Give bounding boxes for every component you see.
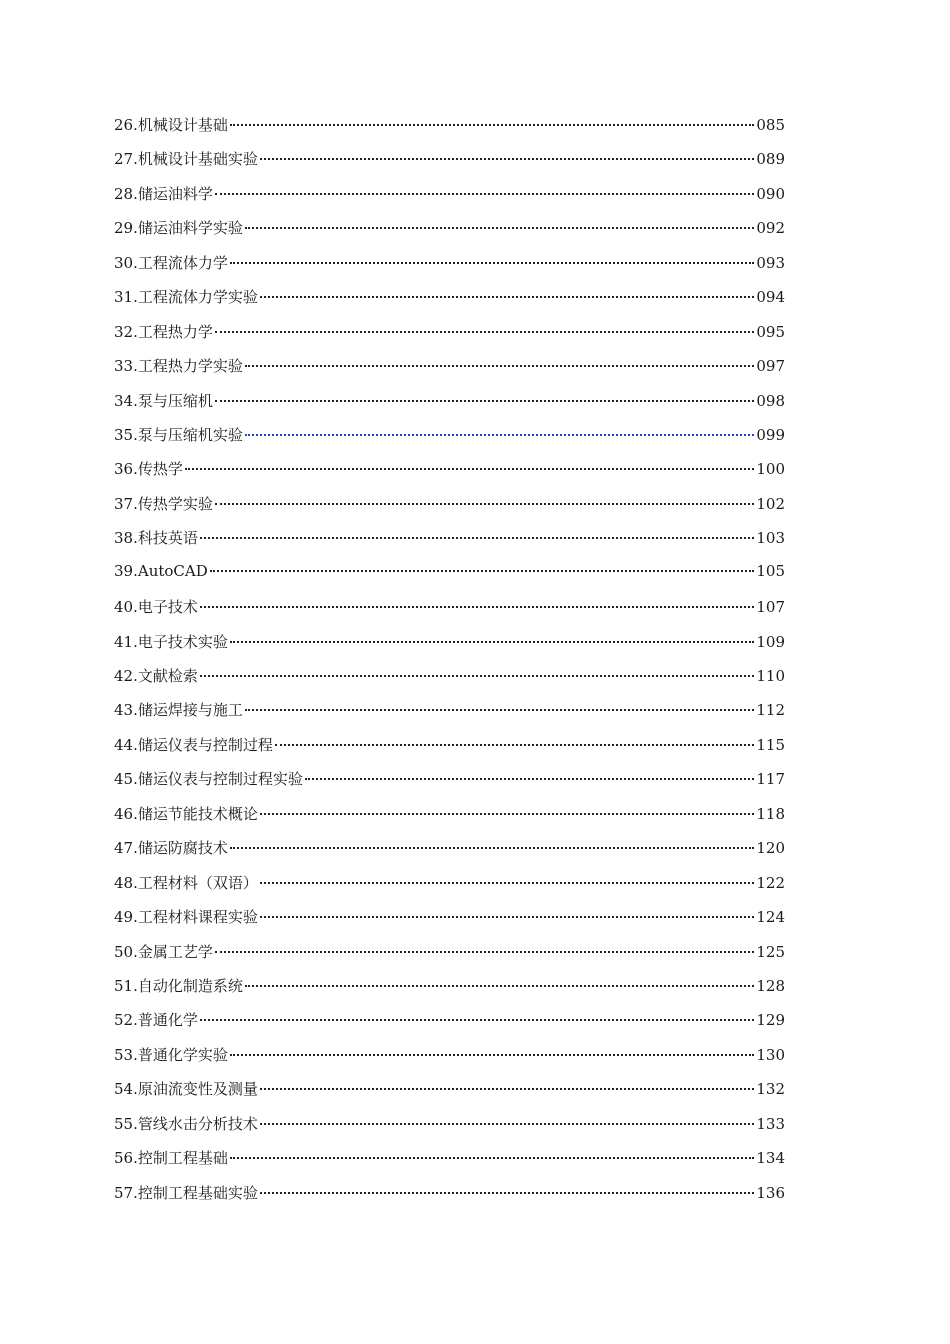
toc-entry-page-number: 115 bbox=[756, 735, 785, 754]
toc-entry[interactable] bbox=[114, 975, 785, 1009]
toc-entry[interactable] bbox=[114, 596, 785, 630]
toc-entry-title: 26.机械设计基础 bbox=[114, 116, 228, 134]
toc-entry-title: 28.储运油料学 bbox=[114, 184, 213, 203]
toc-entry[interactable] bbox=[114, 390, 785, 424]
toc-entry-title: 32.工程热力学 bbox=[114, 322, 213, 341]
toc-entry-title: 31.工程流体力学实验 bbox=[114, 288, 258, 307]
toc-entry[interactable] bbox=[114, 1044, 785, 1078]
toc-entry-page-number: 132 bbox=[756, 1080, 785, 1099]
toc-entry[interactable] bbox=[114, 114, 785, 148]
toc-dot-leader bbox=[260, 1192, 755, 1194]
toc-entry-page-number: 134 bbox=[756, 1149, 785, 1168]
toc-entry-page-number: 109 bbox=[756, 632, 785, 651]
toc-entry-title: 52.普通化学 bbox=[114, 1011, 198, 1030]
toc-entry-page-number: 095 bbox=[756, 322, 785, 341]
toc-dot-leader bbox=[230, 1054, 755, 1056]
toc-entry-title: 38.科技英语 bbox=[114, 529, 198, 548]
toc-dot-leader bbox=[245, 709, 755, 711]
toc-entry[interactable] bbox=[114, 734, 785, 768]
toc-dot-leader bbox=[260, 882, 755, 884]
toc-entry[interactable] bbox=[114, 941, 785, 975]
toc-entry-page-number: 117 bbox=[756, 770, 785, 789]
toc-entry-page-number: 090 bbox=[756, 184, 785, 203]
toc-entry[interactable] bbox=[114, 562, 785, 596]
toc-entry-page-number: 124 bbox=[756, 908, 785, 927]
toc-entry[interactable] bbox=[114, 1113, 785, 1147]
toc-entry-page-number: 102 bbox=[756, 494, 785, 513]
toc-entry-title: 47.储运防腐技术 bbox=[114, 839, 228, 858]
toc-entry-page-number: 092 bbox=[756, 219, 785, 238]
toc-entry-page-number: 100 bbox=[756, 460, 785, 479]
toc-entry-page-number: 120 bbox=[756, 839, 785, 858]
toc-entry-title: 45.储运仪表与控制过程实验 bbox=[114, 770, 303, 789]
toc-entry-page-number: 136 bbox=[756, 1183, 785, 1202]
toc-dot-leader bbox=[200, 1019, 755, 1021]
toc-entry-page-number: 085 bbox=[756, 116, 785, 134]
toc-entry[interactable] bbox=[114, 837, 785, 871]
toc-dot-leader bbox=[215, 503, 755, 505]
toc-entry-title: 34.泵与压缩机 bbox=[114, 391, 213, 410]
toc-entry-page-number: 103 bbox=[756, 529, 785, 548]
toc-entry-title: 37.传热学实验 bbox=[114, 494, 213, 513]
toc-entry-page-number: 099 bbox=[756, 425, 785, 444]
toc-dot-leader bbox=[275, 744, 755, 746]
toc-dot-leader bbox=[215, 400, 755, 402]
toc-entry-title: 48.工程材料（双语） bbox=[114, 873, 258, 892]
toc-entry-page-number: 094 bbox=[756, 288, 785, 307]
toc-entry-title: 57.控制工程基础实验 bbox=[114, 1183, 258, 1202]
toc-entry[interactable] bbox=[114, 183, 785, 217]
toc-entry[interactable] bbox=[114, 148, 785, 182]
toc-entry-title: 50.金属工艺学 bbox=[114, 942, 213, 961]
toc-entry[interactable] bbox=[114, 355, 785, 389]
toc-entry[interactable] bbox=[114, 286, 785, 320]
toc-entry[interactable] bbox=[114, 699, 785, 733]
toc-entry-page-number: 118 bbox=[756, 804, 785, 823]
toc-entry-page-number: 112 bbox=[756, 701, 785, 720]
toc-entry-page-number: 125 bbox=[756, 942, 785, 961]
toc-entry-title: 44.储运仪表与控制过程 bbox=[114, 735, 273, 754]
toc-entry[interactable] bbox=[114, 872, 785, 906]
toc-entry[interactable] bbox=[114, 803, 785, 837]
toc-entry[interactable] bbox=[114, 1009, 785, 1043]
toc-dot-leader bbox=[200, 606, 755, 608]
toc-entry-page-number: 097 bbox=[756, 357, 785, 376]
toc-entry[interactable] bbox=[114, 458, 785, 492]
toc-entry-page-number: 107 bbox=[756, 598, 785, 617]
toc-entry[interactable] bbox=[114, 1182, 785, 1216]
toc-entry-page-number: 122 bbox=[756, 873, 785, 892]
toc-dot-leader bbox=[260, 916, 755, 918]
toc-entry[interactable] bbox=[114, 1078, 785, 1112]
toc-entry[interactable] bbox=[114, 768, 785, 802]
toc-entry-title: 40.电子技术 bbox=[114, 598, 198, 617]
toc-entry-title: 36.传热学 bbox=[114, 460, 183, 479]
toc-dot-leader bbox=[215, 951, 755, 953]
toc-entry-page-number: 133 bbox=[756, 1114, 785, 1133]
toc-entry[interactable] bbox=[114, 493, 785, 527]
toc-entry-page-number: 128 bbox=[756, 976, 785, 995]
toc-entry[interactable] bbox=[114, 527, 785, 561]
toc-entry-page-number: 089 bbox=[756, 150, 785, 169]
toc-entry-title: 42.文献检索 bbox=[114, 667, 198, 685]
toc-dot-leader bbox=[305, 778, 755, 780]
toc-entry-title: 56.控制工程基础 bbox=[114, 1149, 228, 1168]
toc-dot-leader bbox=[260, 296, 755, 298]
toc-entry-title: 55.管线水击分析技术 bbox=[114, 1114, 258, 1133]
toc-entry-page-number: 129 bbox=[756, 1011, 785, 1030]
toc-entry[interactable] bbox=[114, 217, 785, 251]
toc-entry-title: 41.电子技术实验 bbox=[114, 632, 228, 651]
toc-entry-title: 30.工程流体力学 bbox=[114, 253, 228, 272]
toc-entry-title: 46.储运节能技术概论 bbox=[114, 804, 258, 823]
toc-dot-leader bbox=[215, 331, 755, 333]
toc-dot-leader bbox=[230, 641, 755, 643]
toc-entry-title: 33.工程热力学实验 bbox=[114, 357, 243, 376]
toc-entry-page-number: 105 bbox=[756, 561, 785, 580]
toc-dot-leader bbox=[230, 124, 755, 126]
toc-dot-leader bbox=[260, 1088, 755, 1090]
toc-dot-leader bbox=[200, 537, 755, 539]
toc-entry-page-number: 093 bbox=[756, 253, 785, 272]
toc-dot-leader bbox=[260, 158, 755, 160]
toc-dot-leader bbox=[260, 1123, 755, 1125]
toc-entry-page-number: 110 bbox=[756, 667, 785, 685]
toc-dot-leader bbox=[215, 193, 755, 195]
toc-dot-leader bbox=[210, 570, 755, 572]
toc-entry-page-number: 098 bbox=[756, 391, 785, 410]
toc-entry[interactable] bbox=[114, 665, 785, 699]
toc-dot-leader bbox=[260, 813, 755, 815]
toc-dot-leader bbox=[230, 262, 755, 264]
toc-dot-leader bbox=[245, 227, 755, 229]
toc-entry[interactable] bbox=[114, 631, 785, 665]
toc-dot-leader bbox=[245, 434, 755, 436]
toc-entry-title: 29.储运油料学实验 bbox=[114, 219, 243, 238]
toc-entry[interactable] bbox=[114, 252, 785, 286]
table-of-contents bbox=[114, 114, 785, 1216]
toc-entry-title: 53.普通化学实验 bbox=[114, 1045, 228, 1064]
toc-entry[interactable] bbox=[114, 1147, 785, 1181]
toc-dot-leader bbox=[230, 847, 755, 849]
toc-entry-title: 54.原油流变性及测量 bbox=[114, 1080, 258, 1099]
toc-entry-page-number: 130 bbox=[756, 1045, 785, 1064]
toc-dot-leader bbox=[245, 365, 755, 367]
toc-entry-title: 43.储运焊接与施工 bbox=[114, 701, 243, 720]
toc-entry-title: 49.工程材料课程实验 bbox=[114, 908, 258, 927]
toc-dot-leader bbox=[200, 675, 755, 677]
toc-entry-title: 35.泵与压缩机实验 bbox=[114, 425, 243, 444]
toc-entry[interactable] bbox=[114, 906, 785, 940]
toc-entry[interactable] bbox=[114, 424, 785, 458]
toc-entry-title: 39.AutoCAD bbox=[114, 561, 208, 580]
toc-entry[interactable] bbox=[114, 321, 785, 355]
toc-entry-title: 51.自动化制造系统 bbox=[114, 976, 243, 995]
toc-dot-leader bbox=[230, 1157, 755, 1159]
toc-entry-title: 27.机械设计基础实验 bbox=[114, 150, 258, 169]
toc-dot-leader bbox=[185, 468, 755, 470]
toc-dot-leader bbox=[245, 985, 755, 987]
